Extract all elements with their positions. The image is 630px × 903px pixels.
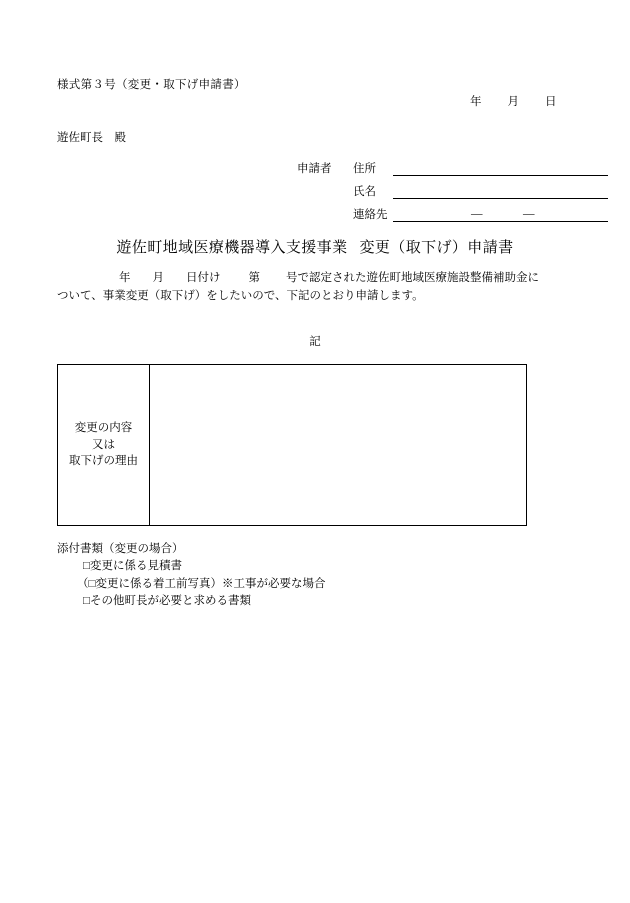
table-row-value-input[interactable] [150, 365, 526, 525]
date-month: 月 [507, 96, 519, 108]
contact-dash-1: ― [471, 207, 483, 220]
attachments-section [57, 541, 325, 610]
body-number-prefix: 第 [248, 272, 260, 284]
applicant-contact-label: 連絡先 [353, 209, 388, 221]
applicant-label: 申請者 [297, 163, 332, 175]
page-title-part1: 遊佐町地域医療機器導入支援事業 [116, 240, 348, 256]
page-title [0, 236, 630, 257]
addressee: 遊佐町長 殿 [57, 132, 126, 144]
table-row-header-line-2: 又は [92, 438, 115, 451]
date-year: 年 [470, 96, 482, 108]
ki-marker: 記 [309, 336, 321, 348]
applicant-address-field [353, 160, 608, 176]
body-month: 月 [152, 272, 164, 284]
applicant-name-input[interactable] [393, 185, 608, 199]
applicant-name-label: 氏名 [353, 186, 376, 198]
body-paragraph [57, 270, 573, 306]
change-reason-table [57, 364, 527, 526]
date-day: 日 [545, 96, 557, 108]
body-year: 年 [119, 272, 131, 284]
attachment-checkbox-item-2[interactable]: （□変更に係る着工前写真）※工事が必要な場合 [77, 577, 326, 590]
form-number: 様式第３号（変更・取下げ申請書） [57, 79, 246, 91]
attachments-heading: 添付書類（変更の場合） [57, 543, 184, 555]
applicant-name-field [353, 183, 608, 199]
table-row-header [58, 365, 150, 525]
applicant-address-input[interactable] [393, 162, 608, 176]
attachment-checkbox-item-3[interactable]: □その他町長が必要と求める書類 [83, 594, 251, 607]
page-title-part2: 変更（取下げ）申請書 [359, 240, 514, 256]
date-line [470, 93, 557, 109]
body-day: 日付け [186, 272, 221, 284]
applicant-contact-field [353, 206, 608, 222]
applicant-contact-input[interactable] [393, 208, 608, 222]
applicant-address-label: 住所 [353, 163, 376, 175]
body-line-2: ついて、事業変更（取下げ）をしたいので、下記のとおり申請します。 [57, 289, 424, 302]
table-row-header-line-1: 変更の内容 [74, 421, 133, 434]
attachment-checkbox-item-1[interactable]: □変更に係る見積書 [83, 560, 182, 573]
body-number-suffix: 号で認定された遊佐町地域医療施設整備補助金に [286, 272, 539, 284]
table-row-header-line-3: 取下げの理由 [69, 455, 138, 468]
contact-dash-2: ― [523, 207, 535, 220]
